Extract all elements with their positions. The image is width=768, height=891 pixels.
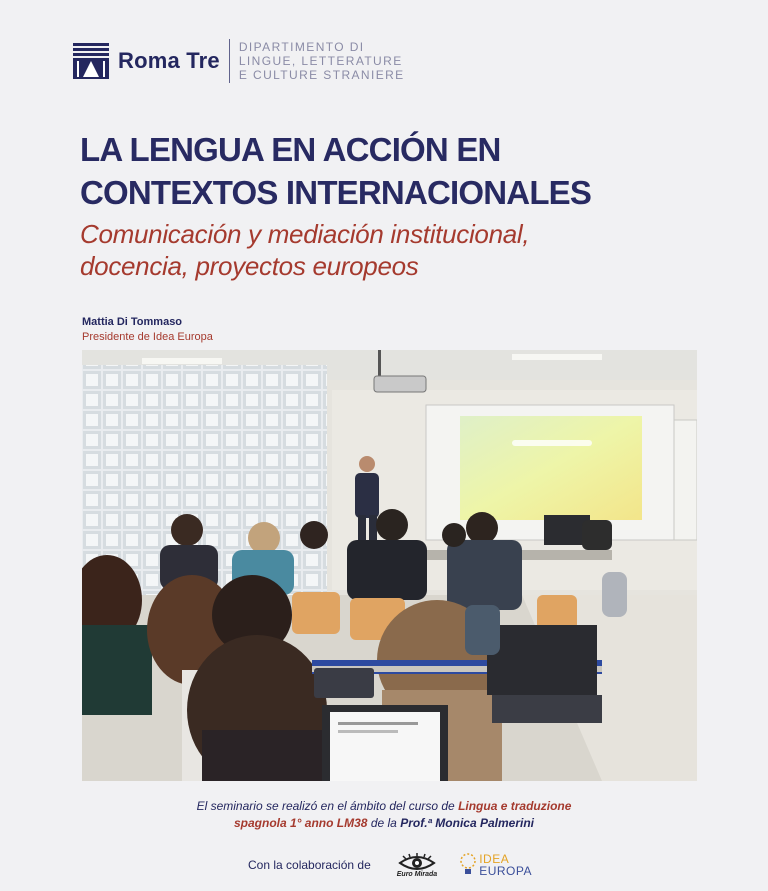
- collaboration-label: Con la colaboración de: [248, 858, 371, 872]
- author-name: Mattia Di Tommaso: [82, 316, 183, 328]
- author-block: [82, 316, 213, 343]
- title-line: CONTEXTOS INTERNACIONALES: [80, 174, 592, 211]
- title-line: LA LENGUA EN ACCIÓN EN: [80, 131, 501, 168]
- course-name: Lingua e traduzione: [458, 799, 572, 813]
- caption: [0, 798, 768, 832]
- caption-line-1: [0, 798, 768, 815]
- department-line: DIPARTIMENTO DI: [238, 40, 365, 54]
- page-title: [80, 128, 591, 214]
- department-name: [239, 40, 405, 82]
- idea-europa-logo: [459, 852, 532, 878]
- professor-name: Prof.ª Monica Palmerini: [400, 816, 534, 830]
- euro-mirada-text: Euro Mirada: [396, 870, 438, 878]
- course-code: spagnola 1° anno LM38: [233, 816, 368, 830]
- collaboration-row: [248, 852, 532, 878]
- department-line: E CULTURE STRANIERE: [238, 68, 405, 82]
- header: [73, 36, 405, 86]
- caption-text: de la: [367, 816, 401, 830]
- page-subtitle: [80, 218, 529, 282]
- author-role: Presidente de Idea Europa: [82, 331, 213, 343]
- subtitle-line: Comunicación y mediación institucional,: [80, 219, 530, 249]
- lightbulb-icon: [459, 852, 477, 878]
- euro-mirada-logo: [397, 853, 437, 878]
- subtitle-line: docencia, proyectos europeos: [80, 251, 419, 281]
- eye-icon: [397, 853, 437, 873]
- classroom-illustration: [82, 350, 697, 781]
- caption-text: El seminario se realizó en el ámbito del curso de: [196, 799, 459, 813]
- caption-line-2: [0, 815, 768, 832]
- europa-word: EUROPA: [479, 864, 532, 878]
- header-divider: [229, 39, 230, 83]
- idea-word: IDEA: [479, 852, 510, 866]
- logo-text: Roma Tre: [118, 48, 220, 73]
- department-line: LINGUE, LETTERATURE: [238, 54, 403, 68]
- seminar-photo: [82, 350, 697, 781]
- idea-europa-text: [479, 853, 532, 877]
- roma-tre-logo-icon: [73, 43, 109, 79]
